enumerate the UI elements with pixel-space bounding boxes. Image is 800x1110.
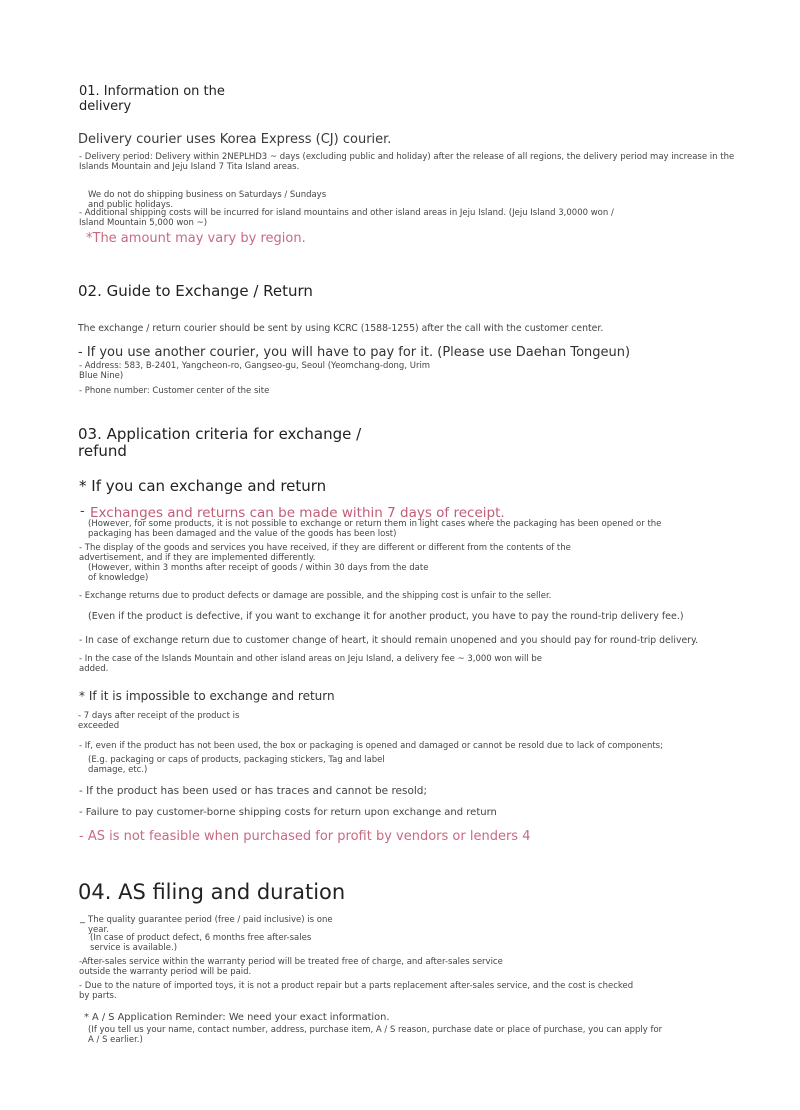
section-1-title-line1: 01. Information on the	[79, 84, 225, 99]
delivery-period-line2: Islands Mountain and Jeju Island 7 Tita Island areas.	[79, 161, 300, 172]
exchange-courier-text: The exchange / return courier should be sent by using KCRC (1588-1255) after the call with the customer center.	[78, 323, 604, 334]
section-3-title	[78, 426, 361, 461]
cannot-exchange-heading: * If it is impossible to exchange and return	[79, 689, 335, 703]
exchange-exception-line2: packaging has been damaged and the value of the goods has been lost)	[88, 528, 397, 539]
weekend-note-line2: and public holidays.	[88, 199, 174, 210]
additional-shipping-text	[79, 209, 614, 229]
as-not-feasible-note: - AS is not feasible when purchased for profit by vendors or lenders 4	[79, 829, 531, 844]
quality-dash: _	[80, 913, 85, 924]
imported-toys-line1: - Due to the nature of imported toys, it is not a product repair but a parts replacement after-sales service, and the cost is checked	[79, 981, 634, 991]
additional-shipping-line2: Island Mountain 5,000 won ~)	[79, 217, 208, 228]
defect-free-service-line1: (In case of product defect, 6 months free after-sales	[90, 933, 312, 943]
can-exchange-heading: * If you can exchange and return	[79, 477, 327, 495]
return-address-line2: Blue Nine)	[79, 370, 124, 381]
packaging-opened-text: - If, even if the product has not been used, the box or packaging is opened and damaged or cannot be resold due to lack of components;	[79, 741, 663, 751]
other-courier-text: - If you use another courier, you will have to pay for it. (Please use Daehan Tongeun)	[78, 345, 631, 360]
additional-shipping-line1: - Additional shipping costs will be incurred for island mountains and other island areas in Jeju Island. (Jeju Island 3,0000 won /	[79, 208, 614, 218]
packaging-example-line1: (E.g. packaging or caps of products, packaging stickers, Tag and label	[88, 755, 385, 765]
quality-guarantee-line2: year.	[88, 924, 109, 935]
exchange-exception-line1: (However, for some products, it is not possible to exchange or return them in light cases where the packaging has been opened or the	[88, 519, 662, 529]
can-exchange-dash: -	[80, 504, 85, 519]
island-fee-line1: - In the case of the Islands Mountain and other island areas on Jeju Island, a delivery fee ~ 3,000 won will be	[79, 654, 543, 664]
packaging-example-line2: damage, etc.)	[88, 764, 148, 775]
defect-free-service-line2: service is available.)	[90, 942, 178, 953]
phone-number-text: - Phone number: Customer center of the site	[79, 386, 270, 396]
section-4-title: 04. AS filing and duration	[78, 880, 346, 904]
section-1-title	[79, 85, 225, 115]
seven-days-exceeded-line1: - 7 days after receipt of the product is	[78, 711, 240, 721]
packaging-example-note	[88, 756, 385, 776]
delivery-period-text	[79, 153, 734, 173]
return-address-line1: - Address: 583, B-2401, Yangcheon-ro, Gangseo-gu, Seoul (Yeomchang-dong, Urim	[79, 361, 431, 371]
section-1-title-line2: delivery	[79, 98, 132, 114]
display-differs-note	[88, 564, 428, 584]
as-reminder-text: * A / S Application Reminder: We need your exact information.	[84, 1012, 390, 1023]
defect-free-service-note	[90, 934, 311, 954]
as-reminder-note	[88, 1026, 662, 1046]
island-fee-line2: added.	[79, 663, 109, 674]
exchange-exception-note	[88, 520, 661, 540]
change-of-heart-text: - In case of exchange return due to customer change of heart, it should remain unopened and you should pay for round-trip delivery.	[79, 635, 699, 646]
island-fee-text	[79, 655, 542, 675]
return-address	[79, 362, 430, 382]
defect-return-note: (Even if the product is defective, if you want to exchange it for another product, you have to pay the round-trip delivery fee.)	[88, 611, 684, 622]
region-amount-note: *The amount may vary by region.	[86, 231, 306, 246]
weekend-note-line1: We do not do shipping business on Saturdays / Sundays	[88, 190, 327, 200]
section-2-title: 02. Guide to Exchange / Return	[78, 282, 313, 300]
defect-return-text: - Exchange returns due to product defects or damage are possible, and the shipping cost is unfair to the seller.	[79, 591, 552, 601]
as-reminder-note-line1: (If you tell us your name, contact number, address, purchase item, A / S reason, purchase date or place of purchase, you can apply for	[88, 1025, 663, 1035]
section-3-title-line2: refund	[78, 442, 127, 461]
exchange-within-7-days: Exchanges and returns can be made within 7 days of receipt.	[90, 505, 505, 521]
display-differs-line1: - The display of the goods and services you have received, if they are different or different from the contents of the	[79, 543, 571, 553]
display-differs-line2: advertisement, and if they are implemented differently.	[79, 552, 316, 563]
warranty-service-text	[79, 958, 503, 978]
display-differs-note-line2: of knowledge)	[88, 572, 149, 583]
display-differs-note-line1: (However, within 3 months after receipt of goods / within 30 days from the date	[88, 563, 429, 573]
display-differs-text	[79, 544, 571, 564]
quality-guarantee-line1: The quality guarantee period (free / paid inclusive) is one	[88, 915, 333, 925]
delivery-period-line1: - Delivery period: Delivery within 2NEPLHD3 ~ days (excluding public and holiday) after the release of all regions, the delivery period may increase in the	[79, 152, 735, 162]
seven-days-exceeded-text	[78, 712, 239, 732]
delivery-courier-text: Delivery courier uses Korea Express (CJ) courier.	[78, 132, 392, 147]
imported-toys-line2: by parts.	[79, 990, 117, 1001]
warranty-service-line1: -After-sales service within the warranty period will be treated free of charge, and after-sales service	[79, 957, 503, 967]
shipping-cost-failure-text: - Failure to pay customer-borne shipping costs for return upon exchange and return	[79, 807, 497, 818]
as-reminder-note-line2: A / S earlier.)	[88, 1034, 143, 1045]
seven-days-exceeded-line2: exceeded	[78, 720, 120, 731]
product-used-text: - If the product has been used or has traces and cannot be resold;	[79, 785, 428, 797]
section-3-title-line1: 03. Application criteria for exchange /	[78, 425, 362, 443]
warranty-service-line2: outside the warranty period will be paid.	[79, 966, 252, 977]
imported-toys-text	[79, 982, 633, 1002]
